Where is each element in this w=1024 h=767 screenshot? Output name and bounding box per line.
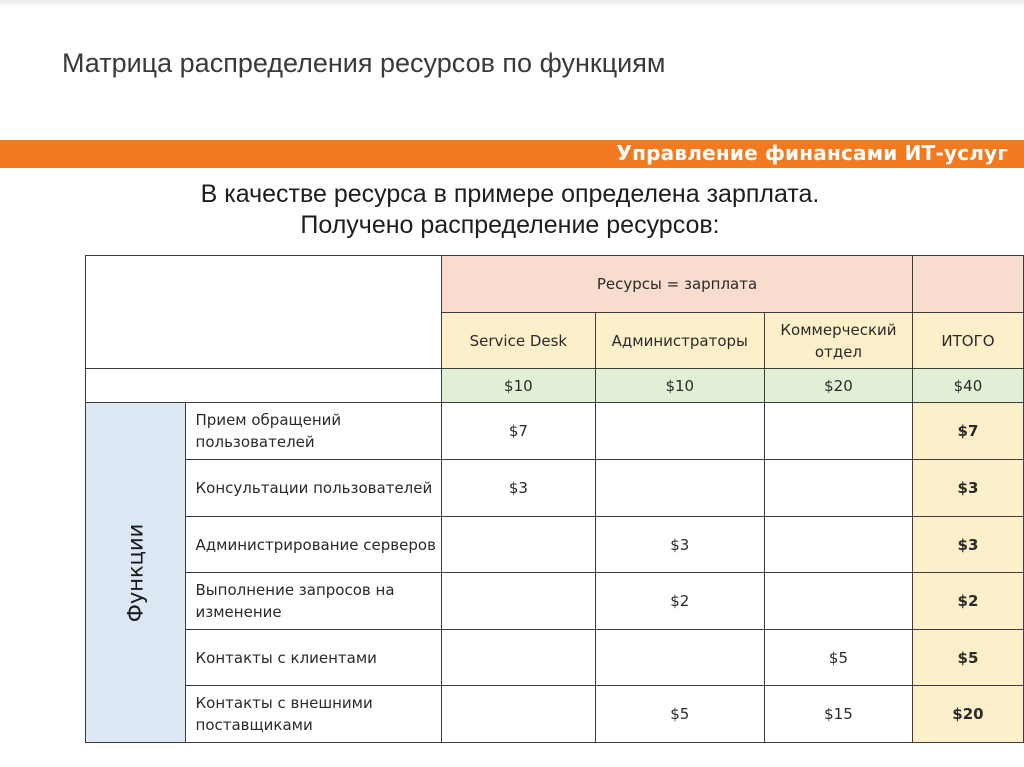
column-header-service-desk: Service Desk — [442, 313, 595, 369]
resources-header: Ресурсы = зарплата — [442, 256, 913, 313]
cell-service-desk: $3 — [442, 460, 595, 517]
table-header-row-resources — [86, 256, 1024, 313]
subtitle-line-2: Получено распределение ресурсов: — [300, 211, 720, 239]
cell-service-desk — [442, 517, 595, 573]
amount-administrators: $10 — [595, 369, 764, 403]
cell-total: $2 — [912, 573, 1023, 630]
function-name: Контакты с клиентами — [185, 630, 442, 686]
function-name: Выполнение запросов на изменение — [185, 573, 442, 630]
cell-service-desk — [442, 630, 595, 686]
cell-service-desk — [442, 573, 595, 630]
function-name: Администрирование серверов — [185, 517, 442, 573]
resource-matrix-table — [85, 255, 1024, 743]
section-banner — [0, 140, 1024, 168]
cell-commercial: $15 — [765, 686, 913, 743]
cell-administrators — [595, 630, 764, 686]
function-name: Прием обращений пользователей — [185, 403, 442, 460]
banner-text: Управление финансами ИТ-услуг — [616, 141, 1008, 165]
table-row — [86, 630, 1024, 686]
column-header-commercial: Коммерческий отдел — [765, 313, 913, 369]
cell-administrators: $5 — [595, 686, 764, 743]
corner-cell — [86, 256, 442, 369]
cell-service-desk: $7 — [442, 403, 595, 460]
amount-commercial: $20 — [765, 369, 913, 403]
table-row — [86, 403, 1024, 460]
column-header-administrators: Администраторы — [595, 313, 764, 369]
cell-total: $3 — [912, 460, 1023, 517]
cell-commercial — [765, 573, 913, 630]
table-row — [86, 460, 1024, 517]
amount-service-desk: $10 — [442, 369, 595, 403]
subtitle-line-1: В качестве ресурса в примере определена зарплата. — [200, 180, 820, 208]
cell-total: $20 — [912, 686, 1023, 743]
function-name: Консультации пользователей — [185, 460, 442, 517]
cell-administrators — [595, 460, 764, 517]
table-row — [86, 517, 1024, 573]
resources-header-total-cell — [912, 256, 1023, 313]
slide-top-edge — [0, 0, 1024, 8]
cell-administrators: $2 — [595, 573, 764, 630]
cell-total: $5 — [912, 630, 1023, 686]
column-header-total: ИТОГО — [912, 313, 1023, 369]
table-row — [86, 686, 1024, 743]
cell-total: $7 — [912, 403, 1023, 460]
function-name: Контакты с внешними поставщиками — [185, 686, 442, 743]
amount-total: $40 — [912, 369, 1023, 403]
slide-title: Матрица распределения ресурсов по функциям — [62, 48, 666, 78]
cell-service-desk — [442, 686, 595, 743]
amounts-row-label-cell — [86, 369, 442, 403]
cell-administrators: $3 — [595, 517, 764, 573]
cell-commercial — [765, 403, 913, 460]
cell-commercial: $5 — [765, 630, 913, 686]
cell-commercial — [765, 517, 913, 573]
amounts-row — [86, 369, 1024, 403]
cell-administrators — [595, 403, 764, 460]
cell-total: $3 — [912, 517, 1023, 573]
table-row — [86, 573, 1024, 630]
functions-label-cell — [86, 403, 186, 743]
cell-commercial — [765, 460, 913, 517]
functions-label: Функции — [123, 523, 148, 622]
